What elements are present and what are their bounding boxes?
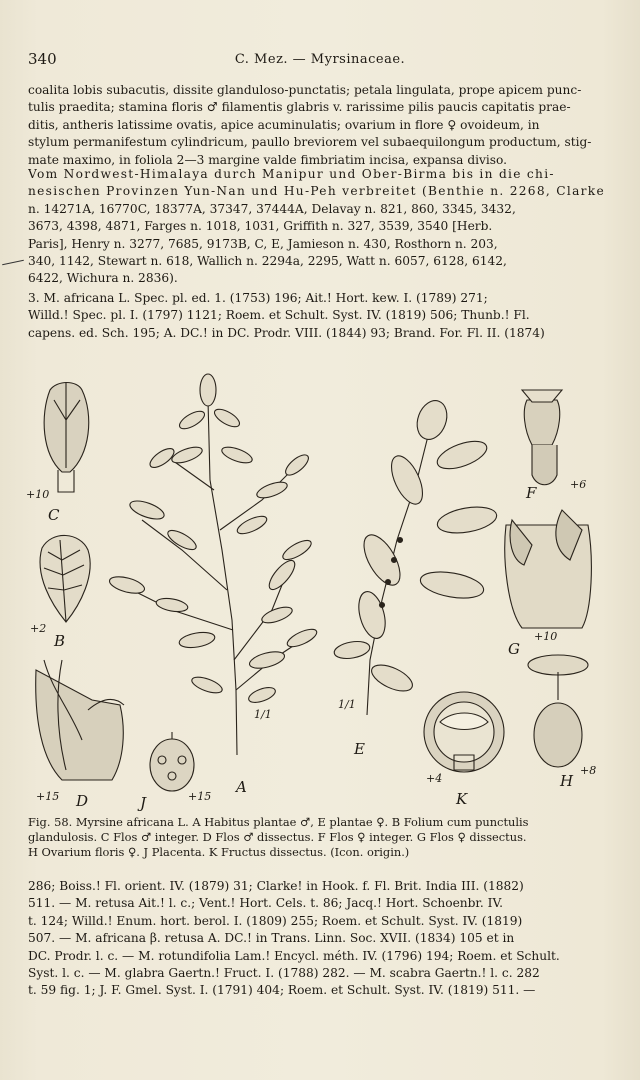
male-flower-illustration	[44, 382, 89, 492]
text-line: mate maximo, in foliola 2—3 margine valde fimbriatim incisa, expansa diviso.	[28, 152, 508, 167]
text-line: nesischen Provinzen Yun-Nan und Hu-Peh verbreitet (Benthie n. 2268, Clarke	[28, 184, 605, 199]
figure-label-c: C	[48, 506, 60, 524]
figure-scale-k: +4	[426, 772, 443, 785]
figure-scale-f: +6	[570, 478, 587, 491]
figure-label-b: B	[54, 632, 66, 650]
text-line: 6422, Wichura n. 2836).	[28, 271, 178, 286]
text-line: 507. — M. africana β. retusa A. DC.! in Trans. Linn. Soc. XVII. (1834) 105 et in	[28, 931, 515, 946]
figure-scale-g: +10	[534, 630, 558, 643]
dissected-female-flower-illustration	[505, 510, 592, 628]
female-flower-illustration	[522, 390, 562, 485]
species-heading-paragraph	[28, 290, 610, 342]
caption-line: glandulosis. C Flos ♂ integer. D Flos ♂ dissectus. F Flos ♀ integer. G Flos ♀ dissectus.	[28, 830, 527, 844]
figure-scale-a: 1/1	[254, 708, 272, 721]
figure-label-j: J	[140, 794, 147, 812]
figure-label-d: D	[76, 792, 89, 810]
running-head: C. Mez. — Myrsinaceae.	[234, 52, 406, 67]
male-habit-illustration	[108, 374, 319, 755]
botanical-figure	[22, 360, 618, 812]
dissected-male-flower-illustration	[36, 660, 124, 780]
text-line: t. 59 fig. 1; J. F. Gmel. Syst. I. (1791) 404; Roem. et Schult. Syst. IV. (1819) 511. —	[28, 983, 536, 998]
figure-scale-c: +10	[26, 488, 50, 501]
female-habit-illustration	[333, 396, 499, 715]
placenta-illustration	[150, 732, 194, 791]
caption-line: H Ovarium floris ♀. J Placenta. K Fructus dissectus. (Icon. origin.)	[28, 845, 410, 859]
figure-scale-b: +2	[30, 622, 47, 635]
text-line: Syst. l. c. — M. glabra Gaertn.! Fruct. I. (1788) 282. — M. scabra Gaertn.! l. c. 282	[28, 966, 540, 981]
figure-label-k: K	[456, 790, 468, 808]
text-line: n. 14271A, 16770C, 18377A, 37347, 37444A, Delavay n. 821, 860, 3345, 3432,	[28, 201, 516, 216]
figure-label-f: F	[526, 484, 537, 502]
figure-label-e: E	[354, 740, 365, 758]
caption-line: Fig. 58. Myrsine africana L. A Habitus plantae ♂, E plantae ♀. B Folium cum punctulis	[28, 815, 529, 829]
text-line: 3673, 4398, 4871, Farges n. 1018, 1031, Griffith n. 327, 3539, 3540 [Herb.	[28, 219, 493, 234]
figure-caption	[28, 815, 612, 860]
text-line: 340, 1142, Stewart n. 618, Wallich n. 2294a, 2295, Watt n. 6057, 6128, 6142,	[28, 254, 507, 269]
page-header	[28, 50, 612, 72]
text-line: coalita lobis subacutis, dissite glanduloso-punctatis; petala lingulata, prope apicem punc-	[28, 83, 582, 97]
text-line: ditis, antheris latissime ovatis, apice acuminulatis; ovarium in flore ♀ ovoideum, in	[28, 117, 540, 132]
margin-pencil-mark	[2, 260, 24, 266]
description-paragraph	[28, 82, 610, 169]
figure-label-a: A	[236, 778, 247, 796]
page-number: 340	[28, 50, 57, 68]
text-line: 3. M. africana L. Spec. pl. ed. 1. (1753) 196; Ait.! Hort. kew. I. (1789) 271;	[28, 291, 488, 305]
figure-scale-e: 1/1	[338, 698, 356, 711]
text-line: capens. ed. Sch. 195; A. DC.! in DC. Prodr. VIII. (1844) 93; Brand. For. Fl. II. (1874)	[28, 325, 545, 340]
leaf-illustration	[40, 535, 90, 622]
figure-label-h: H	[560, 772, 574, 790]
ovary-illustration	[528, 655, 588, 767]
text-line: t. 124; Willd.! Enum. hort. berol. I. (1809) 255; Roem. et Schult. Syst. IV. (1819)	[28, 913, 523, 928]
text-line: Paris], Henry n. 3277, 7685, 9173B, C, E, Jamieson n. 430, Rosthorn n. 203,	[28, 236, 498, 251]
dissected-fruit-illustration	[424, 692, 504, 772]
figure-drawing	[22, 360, 618, 812]
text-line: Vom Nordwest-Himalaya durch Manipur und Ober-Birma bis in die chi-	[28, 167, 555, 181]
distribution-paragraph	[28, 166, 610, 288]
synonymy-paragraph	[28, 878, 610, 1000]
text-line: DC. Prodr. l. c. — M. rotundifolia Lam.! Encycl. méth. IV. (1796) 194; Roem. et Schult.	[28, 948, 560, 963]
text-line: 511. — M. retusa Ait.! l. c.; Vent.! Hort. Cels. t. 86; Jacq.! Hort. Schoenbr. IV.	[28, 896, 504, 911]
figure-scale-h: +8	[580, 764, 597, 777]
text-line: stylum permanifestum cylindricum, paullo breviorem vel subaequilongum productum, stig-	[28, 135, 592, 150]
figure-label-g: G	[508, 640, 520, 658]
figure-scale-d: +15	[36, 790, 60, 803]
text-line: tulis praedita; stamina floris ♂ filamentis glabris v. rarissime pilis paucis capitatis prae-	[28, 100, 571, 115]
figure-scale-j: +15	[188, 790, 212, 803]
text-line: Willd.! Spec. pl. I. (1797) 1121; Roem. et Schult. Syst. IV. (1819) 506; Thunb.! Fl.	[28, 308, 530, 323]
text-line: 286; Boiss.! Fl. orient. IV. (1879) 31; Clarke! in Hook. f. Fl. Brit. India III. (1882)	[28, 879, 524, 893]
